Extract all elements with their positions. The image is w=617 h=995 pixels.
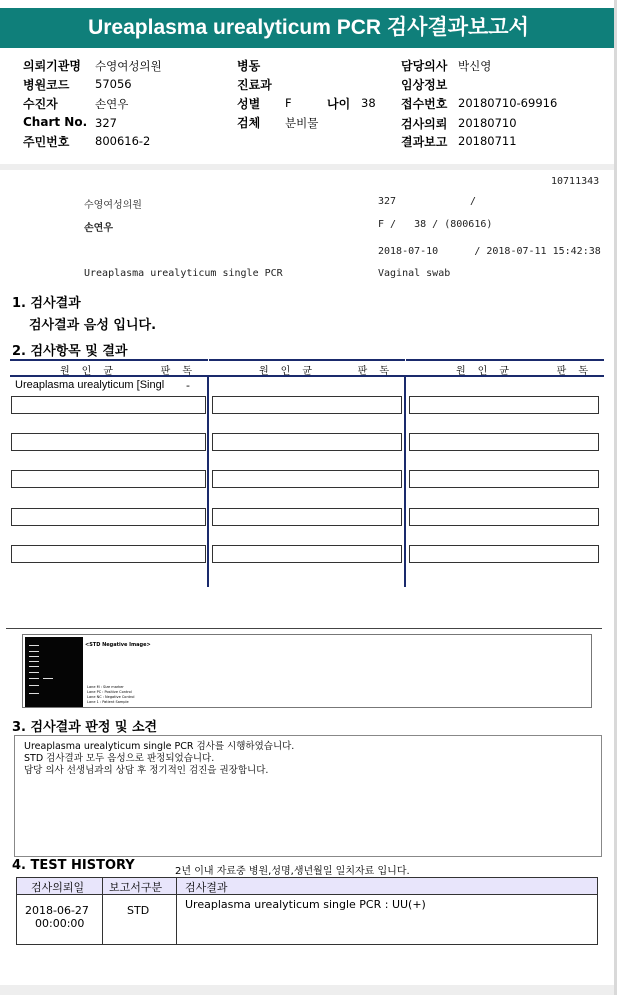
results-column-1 xyxy=(10,359,208,587)
result-cell xyxy=(409,433,599,451)
chart-value: 327 xyxy=(95,116,117,130)
result-cell xyxy=(212,508,402,526)
result-cell xyxy=(409,545,599,563)
result-cell xyxy=(212,433,402,451)
hospital-code-label: 병원코드 xyxy=(23,78,70,92)
result-summary: 검사결과 음성 입니다. xyxy=(29,318,157,333)
sex-value: F xyxy=(285,96,292,110)
interpretation-box xyxy=(14,735,602,857)
info-patient: 손연우 xyxy=(84,223,113,234)
chart-label: Chart No. xyxy=(23,115,88,129)
specimen-value: 분비물 xyxy=(285,116,319,130)
info-sex-age: F / 38 / (800616) xyxy=(378,219,493,230)
result-cell xyxy=(212,470,402,488)
section1-title: 1. 검사결과 xyxy=(12,296,81,311)
results-grid xyxy=(10,359,604,587)
request-label: 검사의뢰 xyxy=(401,117,448,131)
institution-value: 수영여성의원 xyxy=(95,59,162,73)
history-header-row xyxy=(17,878,597,895)
request-value: 20180710 xyxy=(458,116,517,130)
doctor-value: 박신영 xyxy=(458,59,492,73)
history-note: 2년 이내 자료중 병원,성명,생년월일 일치자료 입니다. xyxy=(175,866,410,877)
id-label: 주민번호 xyxy=(23,135,70,149)
result-cell xyxy=(11,470,206,488)
receipt-value: 20180710-69916 xyxy=(458,96,558,110)
age-label: 나이 xyxy=(327,97,351,111)
interpretation-line: 담당 의사 선생님과의 상담 후 정기적인 검진을 권장합니다. xyxy=(24,765,269,776)
result-item-judgement: - xyxy=(186,379,190,392)
history-col-result: 검사결과 xyxy=(185,881,228,894)
info-institution: 수영여성의원 xyxy=(84,200,142,211)
info-slash: / xyxy=(470,196,477,207)
barcode-number: 10711343 xyxy=(551,176,600,187)
result-cell xyxy=(212,545,402,563)
section4-title: 4. TEST HISTORY xyxy=(12,858,135,873)
gel-legend xyxy=(87,685,135,705)
page-footer-strip xyxy=(0,985,617,995)
history-col-divider xyxy=(102,878,103,944)
test-history-table xyxy=(16,877,598,945)
ward-label: 병동 xyxy=(237,59,261,73)
institution-label: 의뢰기관명 xyxy=(23,59,81,73)
patient-label: 수진자 xyxy=(23,97,58,111)
patient-value: 손연우 xyxy=(95,97,129,111)
department-label: 진료과 xyxy=(237,78,272,92)
info-test-name: Ureaplasma urealyticum single PCR xyxy=(84,268,283,279)
specimen-label: 검체 xyxy=(237,116,261,130)
history-row-time: 00:00:00 xyxy=(35,917,85,930)
result-cell xyxy=(409,470,599,488)
judgement-header: 판독 xyxy=(556,366,600,377)
info-chart: 327 xyxy=(378,196,397,207)
report-value: 20180711 xyxy=(458,134,517,148)
section3-title: 3. 검사결과 판정 및 소견 xyxy=(12,720,158,735)
result-cell xyxy=(212,396,402,414)
result-item-name: Ureaplasma urealyticum [Singl xyxy=(15,379,165,391)
info-specimen: Vaginal swab xyxy=(378,268,451,279)
history-row-result: Ureaplasma urealyticum single PCR : UU(+) xyxy=(185,898,426,911)
report-header xyxy=(0,50,617,162)
clinical-info-label: 임상정보 xyxy=(401,78,448,92)
organism-header: 원인균 xyxy=(259,366,324,377)
interpretation-line: STD 검사결과 모두 음성으로 판정되었습니다. xyxy=(24,753,215,764)
result-cell xyxy=(11,396,206,414)
column-header xyxy=(209,359,405,377)
receipt-label: 접수번호 xyxy=(401,97,448,111)
gel-legend-line: Lane PC : Positive Control xyxy=(87,690,132,694)
result-cell xyxy=(11,433,206,451)
id-value: 800616-2 xyxy=(95,134,151,148)
gel-electrophoresis-image xyxy=(25,637,83,707)
sex-label: 성별 xyxy=(237,97,261,111)
result-cell xyxy=(11,545,206,563)
history-col-divider xyxy=(176,878,177,944)
history-row-date: 2018-06-27 xyxy=(25,904,89,917)
column-header xyxy=(10,359,208,377)
section-separator xyxy=(0,164,617,170)
divider-line xyxy=(6,628,602,629)
gel-image-box xyxy=(22,634,592,708)
result-cell xyxy=(11,508,206,526)
hospital-code-value: 57056 xyxy=(95,77,132,91)
result-cell xyxy=(409,396,599,414)
history-col-type: 보고서구분 xyxy=(109,881,163,894)
report-title: Ureaplasma urealyticum PCR 검사결과보고서 xyxy=(0,8,617,48)
doctor-label: 담당의사 xyxy=(401,59,448,73)
gel-legend-line: Lane NC : Negative Control xyxy=(87,695,135,699)
info-dates: 2018-07-10 / 2018-07-11 15:42:38 xyxy=(378,246,601,257)
judgement-header: 판독 xyxy=(160,366,204,377)
age-value: 38 xyxy=(361,96,376,110)
result-cell xyxy=(409,508,599,526)
gel-legend-line: Lane 1 : Patient Sample xyxy=(87,700,129,704)
organism-header: 원인균 xyxy=(456,366,521,377)
organism-header: 원인균 xyxy=(60,366,125,377)
history-row-type: STD xyxy=(127,904,150,917)
gel-legend-line: Lane M : Size marker xyxy=(87,685,124,689)
results-column-2 xyxy=(209,359,405,587)
history-col-date: 검사의뢰일 xyxy=(31,881,85,894)
results-column-3 xyxy=(406,359,604,587)
column-header xyxy=(406,359,604,377)
gel-image-title: <STD Negative Image> xyxy=(85,642,151,648)
interpretation-line: Ureaplasma urealyticum single PCR 검사를 시행하였습니다. xyxy=(24,741,295,752)
report-label: 결과보고 xyxy=(401,135,448,149)
judgement-header: 판독 xyxy=(357,366,401,377)
section2-title: 2. 검사항목 및 결과 xyxy=(12,344,128,359)
